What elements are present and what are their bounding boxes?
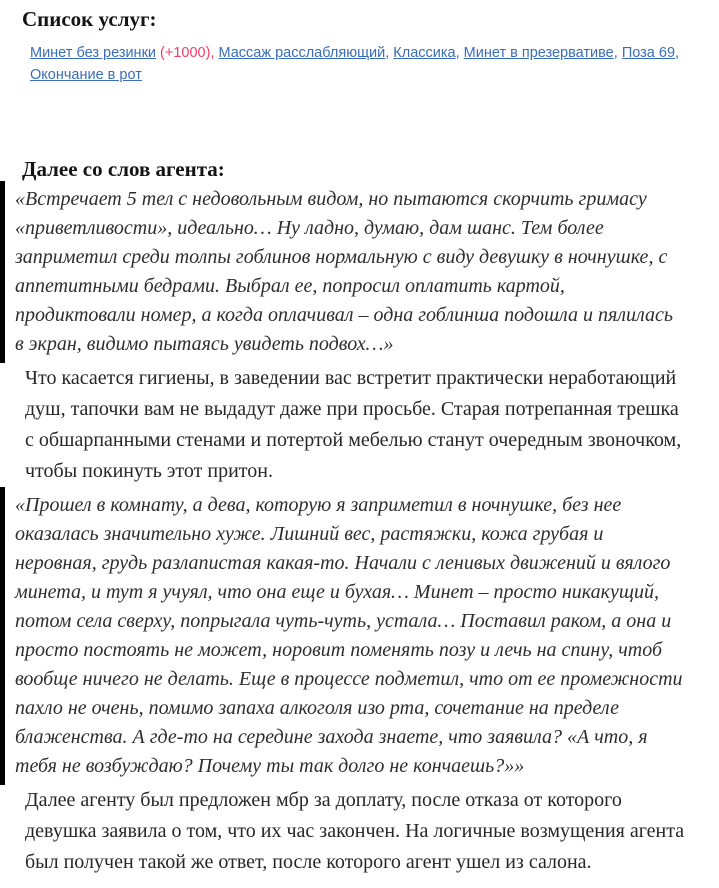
services-heading: Список услуг:	[22, 7, 157, 31]
service-separator: ,	[455, 45, 464, 61]
agent-quote-1: «Встречает 5 тел с недовольным видом, но пытаются скорчить гримасу «приветливости», идеально… Ну ладно, думаю, дам шанс. Тем более заприметил среди толпы гоблинов нормальную с виду девушку в ночнушке, с аппетитными бедрами. Выбрал ее, попросил оплатить картой, продиктовали номер, а когда оплачивал – одна гоблинша подошла и пялилась в экран, видимо пытаясь увидеть подвох…»	[0, 181, 719, 363]
agent-quote-2: «Прошел в комнату, а дева, которую я заприметил в ночнушке, без нее оказалась значительно хуже. Лишний вес, растяжки, кожа грубая и неровная, грудь разлапистая какая-то. Начали с ленивых движений и вялого минета, и тут я учуял, что она еще и бухая… Минет – просто никакущий, потом села сверху, попрыгала чуть-чуть, устала… Поставил раком, а она и просто постоять не может, норовит поменять позу и лечь на спину, чтоб вообще ничего не делать. Еще в процессе подметил, что от ее промежности пахло не очень, помимо запаха алкоголя изо рта, сочетание на пределе блаженства. А где-то на середине захода знаете, что заявила? «А что, я тебя не возбуждаю? Почему ты так долго не кончаешь?»»	[0, 487, 719, 785]
service-link[interactable]: Массаж расслабляющий	[218, 45, 386, 61]
agent-words-heading: Далее со слов агента:	[22, 157, 225, 181]
service-price: (+1000),	[156, 45, 215, 61]
service-link[interactable]: Окончание в рот	[30, 67, 142, 83]
service-separator: ,	[675, 45, 680, 61]
service-link[interactable]: Поза 69	[621, 45, 676, 61]
service-link[interactable]: Минет в презервативе	[463, 45, 614, 61]
service-separator: ,	[385, 45, 394, 61]
closing-paragraph: Далее агенту был предложен мбр за доплату, после отказа от которого девушка заявила о том, что их час закончен. На логичные возмущения агента был получен такой же ответ, после которого агент ушел из салона.	[25, 789, 685, 873]
hygiene-paragraph: Что касается гигиены, в заведении вас встретит практически неработающий душ, тапочки вам не выдадут даже при просьбе. Старая потрепанная трешка с обшарпанными стенами и потертой мебелью станут очередным звоночком, чтобы покинуть этот притон.	[25, 367, 682, 482]
service-separator: ,	[613, 45, 622, 61]
service-link[interactable]: Классика	[393, 45, 456, 61]
services-list	[30, 42, 689, 86]
service-link[interactable]: Минет без резинки	[30, 45, 157, 61]
